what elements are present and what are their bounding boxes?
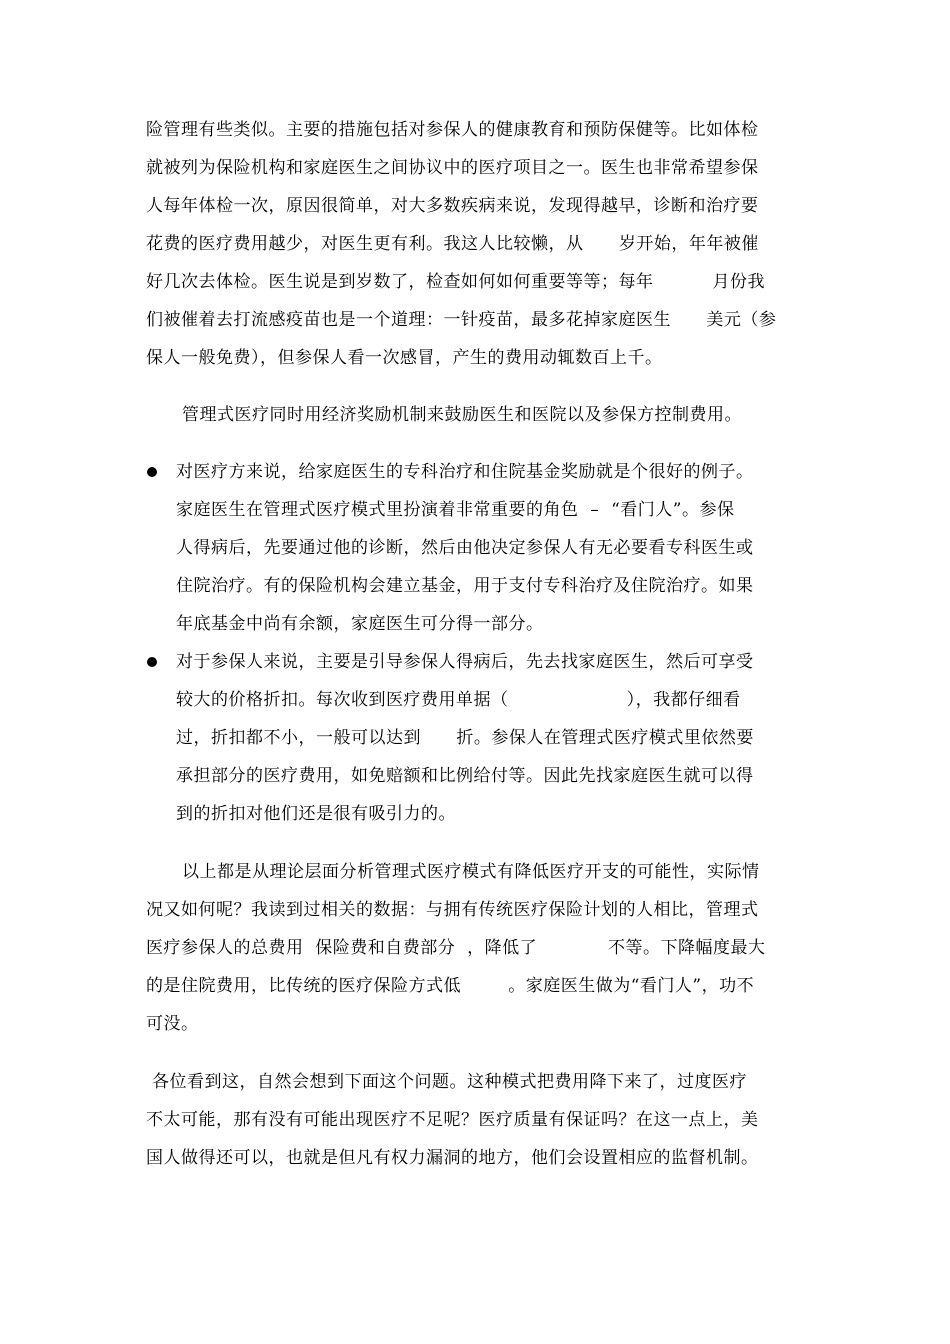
text-line: 的是住院费用，比传统的医疗保险方式低 。家庭医生做为“看门人”，功不 [146,976,755,996]
text-line: 花费的医疗费用越少，对医生更有利。我这人比较懒，从 岁开始，年年被催 [146,234,759,254]
text-line: 人得病后，先要通过他的诊断，然后由他决定参保人有无必要看专科医生或 [176,538,754,558]
text-line: 承担部分的医疗费用，如免赔额和比例给付等。因此先找家庭医生就可以得 [176,766,754,786]
text-line: 各位看到这，自然会想到下面这个问题。这种模式把费用降下来了，过度医疗 [152,1072,747,1092]
text-line: 医疗参保人的总费用 保险费和自费部分 ，降低了 不等。下降幅度最大 [146,938,766,958]
text-line: 以上都是从理论层面分析管理式医疗模式有降低医疗开支的可能性，实际情 [182,862,760,882]
text-line: 住院治疗。有的保险机构会建立基金，用于支付专科治疗及住院治疗。如果 [176,576,754,596]
text-line: 人每年体检一次，原因很简单，对大多数疾病来说，发现得越早，诊断和治疗要 [146,196,759,216]
bullet-icon [147,657,157,667]
text-line: 到的折扣对他们还是很有吸引力的。 [176,804,456,824]
text-line: 况又如何呢？我读到过相关的数据：与拥有传统医疗保险计划的人相比，管理式 [146,900,759,920]
text-line: 好几次去体检。医生说是到岁数了，检查如何如何重要等等；每年 月份我 [146,272,766,292]
text-line: 对于参保人来说，主要是引导参保人得病后，先去找家庭医生，然后可享受 [176,652,754,672]
text-line: 家庭医生在管理式医疗模式里扮演着非常重要的角色 – “看门人”。参保 [176,500,735,520]
bullet-icon [147,467,157,477]
text-line: 较大的价格折扣。每次收到医疗费用单据（ ），我都仔细看 [176,690,741,710]
text-line: 过，折扣都不小，一般可以达到 折。参保人在管理式医疗模式里依然要 [176,728,754,748]
text-line: 们被催着去打流感疫苗也是一个道理：一针疫苗，最多花掉家庭医生 美元（参 [146,310,777,330]
text-line: 就被列为保险机构和家庭医生之间协议中的医疗项目之一。医生也非常希望参保 [146,158,759,178]
text-line: 险管理有些类似。主要的措施包括对参保人的健康教育和预防保健等。比如体检 [146,120,759,140]
text-line: 不太可能，那有没有可能出现医疗不足呢？医疗质量有保证吗？在这一点上，美 [146,1110,759,1130]
text-line: 年底基金中尚有余额，家庭医生可分得一部分。 [176,614,544,634]
text-line: 可没。 [146,1014,199,1034]
text-line: 管理式医疗同时用经济奖励机制来鼓励医生和医院以及参保方控制费用。 [182,405,742,425]
text-line: 国人做得还可以，也就是但凡有权力漏洞的地方，他们会设置相应的监督机制。 [146,1148,759,1168]
text-line: 对医疗方来说，给家庭医生的专科治疗和住院基金奖励就是个很好的例子。 [176,462,754,482]
text-line: 保人一般免费），但参保人看一次感冒，产生的费用动辄数百上千。 [146,348,663,368]
